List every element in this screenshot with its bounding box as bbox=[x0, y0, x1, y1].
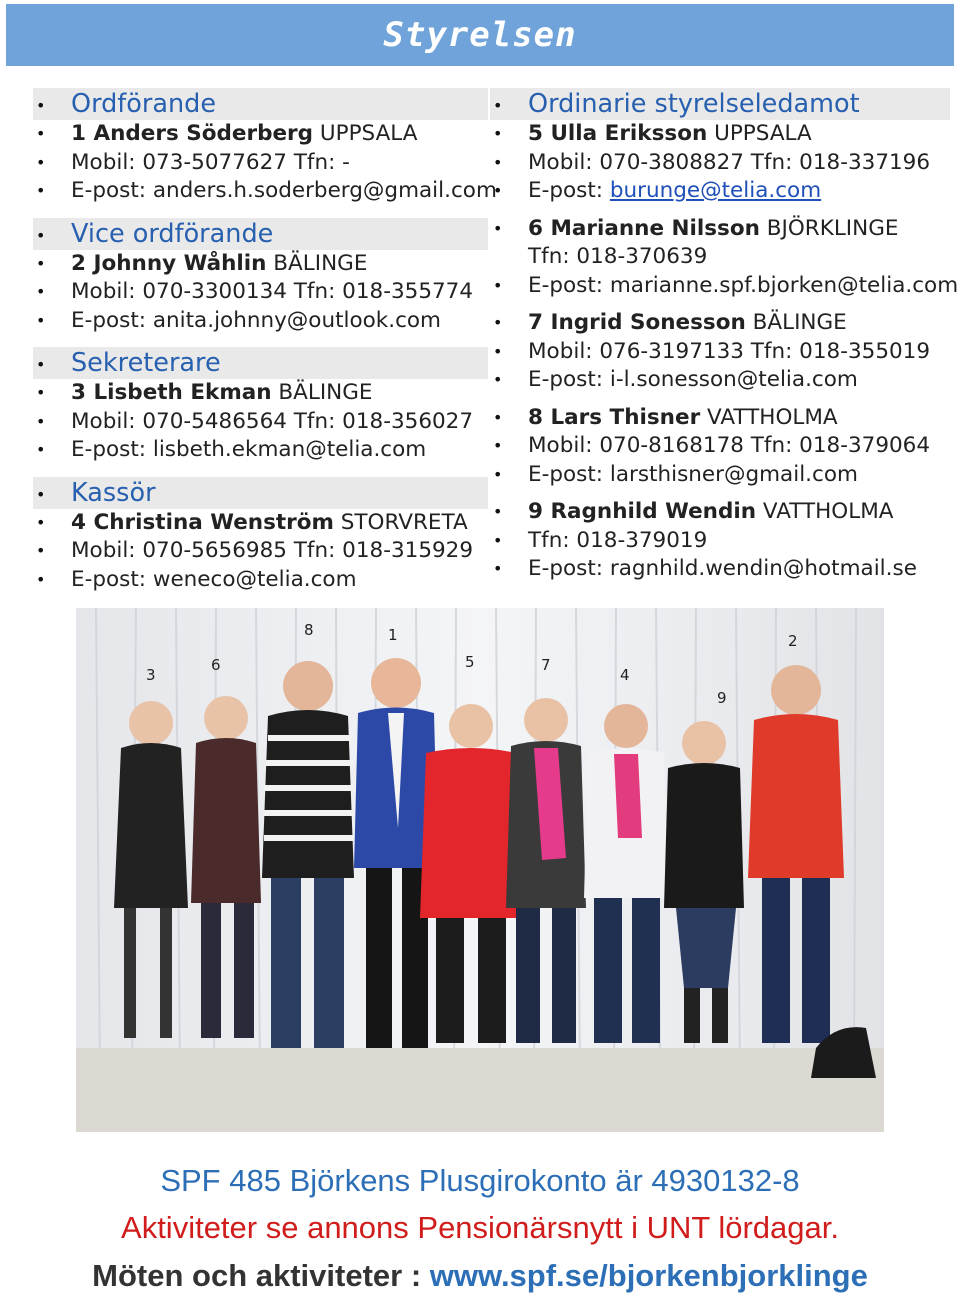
floor bbox=[76, 1048, 884, 1132]
member-5 bbox=[490, 88, 950, 206]
member-sekreterare bbox=[33, 347, 488, 465]
member-name-line bbox=[490, 498, 950, 527]
photo-number: 5 bbox=[465, 653, 475, 671]
member-email bbox=[490, 177, 950, 206]
board-right-column bbox=[490, 88, 959, 584]
member-phone: • Mobil: 070-5486564 Tfn: 018-356027 bbox=[33, 408, 488, 437]
role-heading: • Kassör bbox=[33, 477, 488, 509]
member-phone: • Tfn: 018-379019 bbox=[490, 527, 950, 556]
member-phone: • Mobil: 070-5656985 Tfn: 018-315929 bbox=[33, 537, 488, 566]
member-name-line bbox=[490, 215, 950, 244]
member-name: 8 Lars Thisner bbox=[528, 404, 701, 430]
member-phone: • Mobil: 070-3300134 Tfn: 018-355774 bbox=[33, 278, 488, 307]
member-name-line bbox=[490, 309, 950, 338]
member-email: • E-post: ragnhild.wendin@hotmail.se bbox=[490, 555, 950, 584]
email-link[interactable]: burunge@telia.com bbox=[609, 178, 822, 203]
member-name-line bbox=[490, 404, 950, 433]
member-place: BJÖRKLINGE bbox=[766, 215, 899, 241]
meetings-line bbox=[0, 1258, 960, 1294]
role-heading: • Ordinarie styrelseledamot bbox=[490, 88, 950, 120]
member-place: UPPSALA bbox=[319, 121, 418, 146]
photo-number: 8 bbox=[304, 621, 314, 639]
member-email: • E-post: weneco@telia.com bbox=[33, 566, 488, 595]
member-name-line bbox=[33, 509, 488, 538]
member-place: VATTHOLMA bbox=[762, 499, 894, 524]
member-name: 3 Lisbeth Ekman bbox=[71, 380, 272, 405]
member-email: • E-post: marianne.spf.bjorken@telia.com bbox=[490, 272, 950, 301]
member-phone: • Mobil: 076-3197133 Tfn: 018-355019 bbox=[490, 338, 950, 367]
photo-number: 7 bbox=[541, 656, 551, 674]
member-name-line bbox=[33, 120, 488, 149]
photo-number: 4 bbox=[620, 666, 630, 684]
member-name-line bbox=[33, 379, 488, 408]
member-phone: • Mobil: 070-8168178 Tfn: 018-379064 bbox=[490, 432, 950, 461]
meetings-label: Möten och aktiviteter : bbox=[92, 1258, 430, 1293]
member-vice-ordforande bbox=[33, 218, 488, 336]
plusgiro-line: SPF 485 Björkens Plusgirokonto är 4930132-8 bbox=[160, 1163, 800, 1198]
member-kassor bbox=[33, 477, 488, 595]
group-photo bbox=[76, 608, 884, 1132]
member-ordforande bbox=[33, 88, 497, 206]
member-name: 2 Johnny Wåhlin bbox=[71, 250, 267, 276]
board-left-column bbox=[33, 88, 497, 594]
member-phone: • Mobil: 073-5077627 Tfn: - bbox=[33, 149, 488, 178]
member-name: 9 Ragnhild Wendin bbox=[528, 499, 757, 524]
role-heading: • Vice ordförande bbox=[33, 218, 488, 250]
member-name: 5 Ulla Eriksson bbox=[528, 121, 708, 146]
page-title: Styrelsen bbox=[383, 15, 577, 55]
member-7 bbox=[490, 309, 950, 395]
member-name: 7 Ingrid Sonesson bbox=[528, 310, 746, 335]
activities-line: Aktiviteter se annons Pensionärsnytt i UNT lördagar. bbox=[121, 1210, 839, 1245]
member-name: 1 Anders Söderberg bbox=[71, 121, 314, 146]
member-name: 6 Marianne Nilsson bbox=[528, 215, 760, 241]
member-email: • E-post: larsthisner@gmail.com bbox=[490, 461, 950, 490]
member-name: 4 Christina Wenström bbox=[71, 509, 334, 535]
member-place: UPPSALA bbox=[714, 121, 812, 146]
member-name-line bbox=[33, 250, 488, 279]
photo-number: 3 bbox=[146, 666, 156, 684]
photo-number: 2 bbox=[788, 632, 798, 650]
group-photo-illustration bbox=[76, 608, 884, 1132]
member-phone: Tfn: 018-370639 bbox=[528, 244, 708, 269]
photo-number: 6 bbox=[211, 656, 221, 674]
member-6 bbox=[490, 215, 959, 301]
website-link[interactable]: www.spf.se/bjorkenbjorklinge bbox=[429, 1258, 868, 1293]
member-email: • E-post: anders.h.soderberg@gmail.com bbox=[33, 177, 488, 206]
member-9 bbox=[490, 498, 950, 584]
member-email: • E-post: i-l.sonesson@telia.com bbox=[490, 366, 950, 395]
email-label: E-post: bbox=[528, 178, 610, 203]
member-8 bbox=[490, 404, 950, 490]
photo-number: 1 bbox=[388, 626, 398, 644]
member-email: • E-post: lisbeth.ekman@telia.com bbox=[33, 436, 488, 465]
role-heading: • Sekreterare bbox=[33, 347, 488, 379]
member-email: • E-post: anita.johnny@outlook.com bbox=[33, 307, 488, 336]
member-place: BÄLINGE bbox=[752, 310, 847, 335]
member-place: STORVRETA bbox=[340, 509, 468, 535]
photo-number: 9 bbox=[717, 689, 727, 707]
member-phone: • Mobil: 070-3808827 Tfn: 018-337196 bbox=[490, 149, 950, 178]
member-place: BÄLINGE bbox=[278, 380, 373, 405]
member-place: BÄLINGE bbox=[273, 250, 368, 276]
member-name-line bbox=[490, 120, 950, 149]
member-place: VATTHOLMA bbox=[707, 404, 838, 430]
page-header bbox=[6, 4, 954, 66]
role-heading: • Ordförande bbox=[33, 88, 488, 120]
